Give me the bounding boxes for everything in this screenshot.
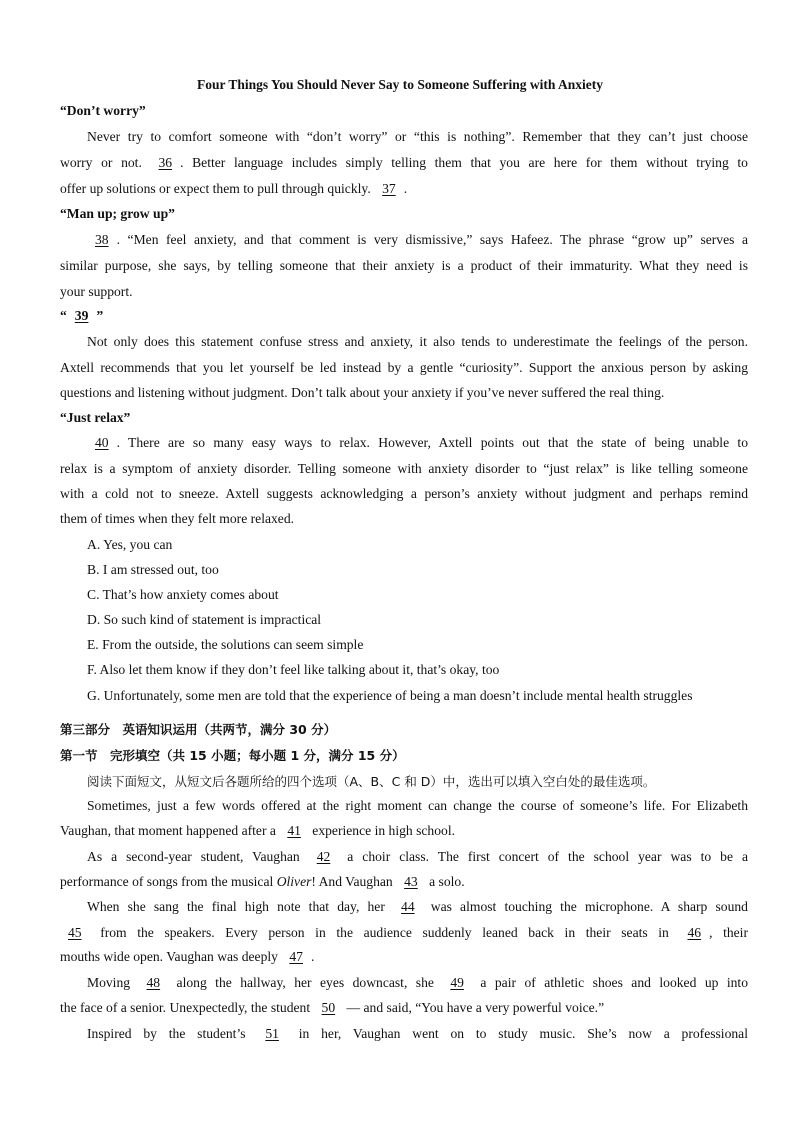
option-g: G. Unfortunately, some men are told that the experience of being a man doesn’t include mental health struggles — [87, 688, 693, 703]
passage-title: Four Things You Should Never Say to Someone Suffering with Anxiety — [196, 77, 604, 92]
text-span: Vaughan, that moment happened after a — [60, 823, 280, 838]
option-d: D. So such kind of statement is impractical — [87, 612, 322, 627]
blank-49: 49 — [450, 975, 464, 990]
paragraph-line — [87, 975, 748, 991]
paragraph-line: similar purpose, she says, by telling someone that their anxiety is a product of their immaturity. What they need is — [60, 258, 748, 273]
blank-39: 39 — [74, 308, 89, 323]
text-span: Inspired by the student’s — [87, 1026, 258, 1041]
paragraph-line: with a cold not to sneeze. Axtell suggests acknowledging a person’s anxiety without judgment and perhaps remind — [60, 486, 748, 501]
paragraph-line — [87, 435, 748, 451]
text-span: a solo. — [425, 874, 465, 889]
option-f: F. Also let them know if they don’t feel like talking about it, that’s okay, too — [87, 662, 500, 677]
paragraph-line: Never try to comfort someone with “don’t worry” or “this is nothing”. Remember that they can’t just choose — [87, 129, 748, 144]
paragraph-line: Sometimes, just a few words offered at the right moment can change the course of someone’s life. For Elizabeth — [87, 798, 748, 813]
paragraph-line — [87, 232, 748, 248]
blank-38: 38 — [95, 232, 109, 247]
option-a: A. Yes, you can — [87, 537, 173, 552]
option-c: C. That’s how anxiety comes about — [87, 587, 279, 602]
text-span: When she sang the final high note that day, her — [87, 899, 394, 914]
paragraph-line: Axtell recommends that you let yourself be led instead by a gentle “curiosity”. Support the anxious person by asking — [60, 360, 748, 375]
text-span: “ — [60, 308, 67, 323]
part-three-heading: 第三部分 英语知识运用（共两节，满分 30 分） — [60, 722, 337, 737]
blank-46: 46 — [687, 925, 702, 940]
blank-47: 47 — [289, 949, 303, 964]
section-one-heading: 第一节 完形填空（共 15 小题；每小题 1 分，满分 15 分） — [60, 748, 405, 763]
text-span: , their — [709, 925, 748, 940]
text-span: a choir class. The first concert of the school year was to be a — [338, 849, 748, 864]
paragraph-line — [60, 874, 748, 890]
paragraph-line — [87, 899, 748, 915]
text-span: As a second-year student, Vaughan — [87, 849, 309, 864]
text-span: experience in high school. — [308, 823, 455, 838]
blank-41: 41 — [287, 823, 301, 838]
blank-43: 43 — [404, 874, 418, 889]
text-span: ” — [96, 308, 104, 323]
text-span: — and said, “You have a very powerful voice.” — [343, 1000, 605, 1015]
paragraph-line — [60, 949, 748, 965]
cloze-instruction: 阅读下面短文，从短文后各题所给的四个选项（A、B、C 和 D）中，选出可以填入空白处的最佳选项。 — [87, 774, 656, 789]
blank-42: 42 — [316, 849, 331, 864]
blank-40: 40 — [95, 435, 109, 450]
blank-44: 44 — [401, 899, 415, 914]
section-heading-just-relax: “Just relax” — [60, 410, 131, 425]
paragraph-line — [87, 1026, 748, 1042]
blank-36: 36 — [158, 155, 173, 170]
paragraph-line: questions and listening without judgment. Don’t talk about your anxiety if you’ve never suffered the real thing. — [60, 385, 665, 400]
paragraph-line — [87, 849, 748, 865]
text-span: . There are so many easy ways to relax. However, Axtell points out that the state of being unable to — [116, 435, 748, 450]
paragraph-line — [60, 181, 748, 197]
text-span: . — [403, 181, 408, 196]
section-heading-man-up: “Man up; grow up” — [60, 206, 175, 221]
text-span: offer up solutions or expect them to pull through quickly. — [60, 181, 375, 196]
blank-48: 48 — [146, 975, 161, 990]
text-span: Moving — [87, 975, 139, 990]
paragraph-line: your support. — [60, 284, 133, 299]
blank-45: 45 — [68, 925, 82, 940]
blank-37: 37 — [382, 181, 396, 196]
text-span: ! And Vaughan — [311, 874, 397, 889]
text-span: a pair of athletic shoes and looked up into — [471, 975, 748, 990]
text-span: mouths wide open. Vaughan was deeply — [60, 949, 282, 964]
blank-51: 51 — [265, 1026, 279, 1041]
section-heading-39 — [60, 308, 748, 324]
text-span: from the speakers. Every person in the audience suddenly leaned back in their seats in — [89, 925, 680, 940]
paragraph-line — [60, 823, 748, 839]
paragraph-line: relax is a symptom of anxiety disorder. Telling someone with anxiety disorder to “just relax” is like telling someone — [60, 461, 748, 476]
option-b: B. I am stressed out, too — [87, 562, 219, 577]
text-span: in her, Vaughan went on to study music. She’s now a professional — [286, 1026, 748, 1041]
text-span: . Better language includes simply telling them that you are here for them without trying to — [180, 155, 748, 170]
paragraph-line — [60, 155, 748, 171]
option-e: E. From the outside, the solutions can seem simple — [87, 637, 364, 652]
text-span: performance of songs from the musical — [60, 874, 277, 889]
musical-title: Oliver — [276, 874, 312, 889]
text-span: worry or not. — [60, 155, 151, 170]
paragraph-line — [60, 1000, 748, 1016]
text-span: . — [310, 949, 315, 964]
paragraph-line: Not only does this statement confuse stress and anxiety, it also tends to underestimate the feelings of the person. — [87, 334, 748, 349]
text-span: the face of a senior. Unexpectedly, the student — [60, 1000, 314, 1015]
text-span: was almost touching the microphone. A sharp sound — [422, 899, 748, 914]
text-span: along the hallway, her eyes downcast, she — [168, 975, 443, 990]
section-heading-dont-worry: “Don’t worry” — [60, 103, 146, 118]
text-span: . “Men feel anxiety, and that comment is very dismissive,” says Hafeez. The phrase “grow up” serves a — [116, 232, 748, 247]
paragraph-line — [60, 925, 748, 941]
paragraph-line: them of times when they felt more relaxed. — [60, 511, 295, 526]
blank-50: 50 — [321, 1000, 336, 1015]
